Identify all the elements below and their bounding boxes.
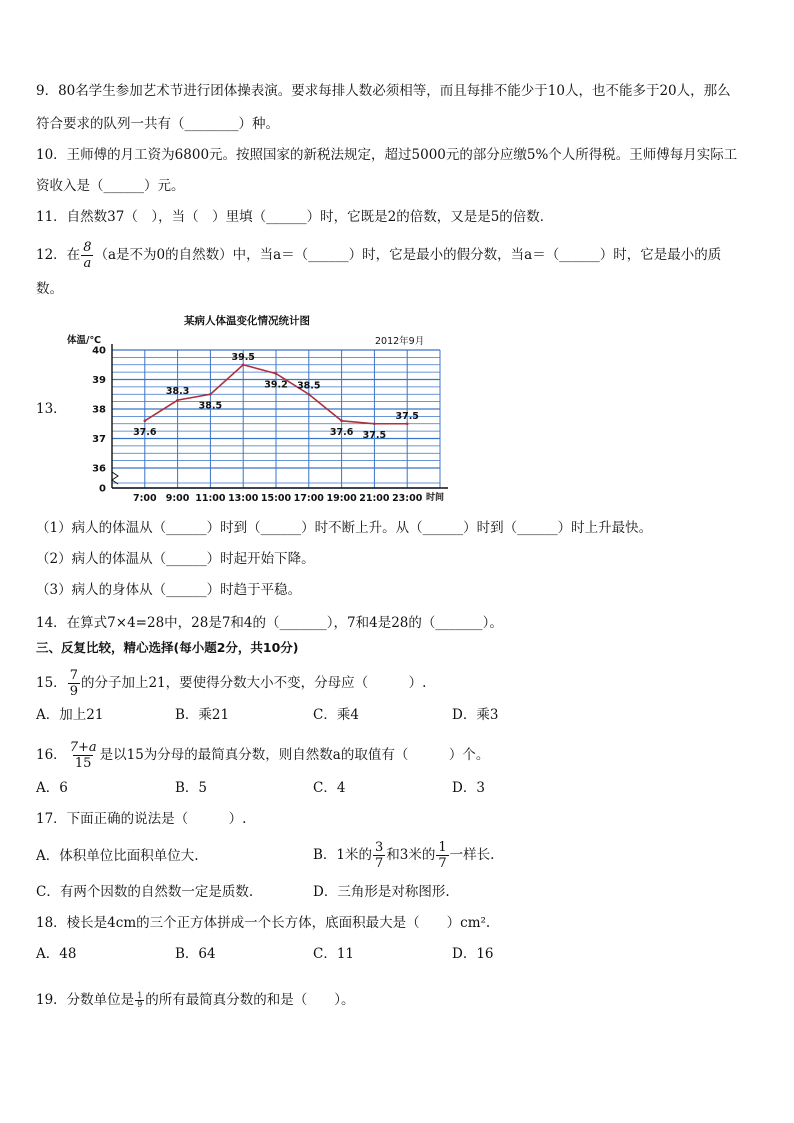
chart-grid xyxy=(112,350,440,488)
q12-fraction xyxy=(81,240,93,271)
q17-optb-fraction2 xyxy=(436,840,448,871)
data-label: 37.6 xyxy=(329,426,354,438)
y-tick-label: 39 xyxy=(92,375,106,386)
x-tick-label: 15:00 xyxy=(260,493,292,504)
q12-frac-num: 8 xyxy=(83,240,92,255)
q17-option-c[interactable]: C．有两个因数的自然数一定是质数. xyxy=(36,884,254,900)
data-point xyxy=(242,363,245,366)
q12-prefix: 12．在 xyxy=(36,247,81,263)
q12-line2: 数。 xyxy=(36,281,63,297)
chart-title: 某病人体温变化情况统计图 xyxy=(184,315,310,327)
y-tick-label: 36 xyxy=(92,463,106,475)
q14: 14．在算式7×4=28中，28是7和4的（_______），7和4是28的（_______）。 xyxy=(36,615,503,631)
q16-option-a[interactable]: A．6 xyxy=(36,780,68,796)
q12-frac-den: a xyxy=(83,256,92,271)
q15-prefix: 15． xyxy=(36,675,67,691)
q10-line2: 资收入是（______）元。 xyxy=(36,178,185,194)
q10-line1: 10．王师傅的月工资为6800元。按照国家的新税法规定，超过5000元的部分应缴5%个人所得税。王师傅每月实际工 xyxy=(36,147,738,163)
x-tick-label: 23:00 xyxy=(392,493,423,504)
data-label: 38.5 xyxy=(198,400,223,412)
q9-line2: 符合要求的队列一共有（________）种。 xyxy=(36,116,279,132)
q16-option-d[interactable]: D．3 xyxy=(452,780,485,796)
q15-suffix: 的分子加上21，要使得分数大小不变，分母应（ ）. xyxy=(80,675,427,691)
x-tick-label: 17:00 xyxy=(293,493,324,504)
q19 xyxy=(36,990,355,1010)
data-point xyxy=(144,420,147,423)
q13-part3: （3）病人的身体从（______）时趋于平稳。 xyxy=(36,582,302,598)
x-tick-label: 9:00 xyxy=(165,493,190,504)
temperature-chart xyxy=(0,308,794,508)
chart-y-ticks xyxy=(92,346,106,495)
q15-option-a[interactable]: A．加上21 xyxy=(36,707,104,723)
q15-option-b[interactable]: B．乘21 xyxy=(175,707,230,723)
x-tick-label: 13:00 xyxy=(228,493,259,504)
data-label: 38.3 xyxy=(165,386,190,398)
q17-optb-part2: 和3米的 xyxy=(386,847,436,863)
q19-frac-den: 9 xyxy=(137,1000,143,1009)
q17-option-d[interactable]: D．三角形是对称图形. xyxy=(313,884,450,900)
data-label: 39.2 xyxy=(264,379,288,391)
data-point xyxy=(340,420,343,423)
q17-optb-part1: B．1米的 xyxy=(313,847,373,863)
data-point xyxy=(373,422,376,425)
q13-number: 13． xyxy=(36,401,67,417)
q19-prefix: 19．分数单位是 xyxy=(36,992,135,1008)
temperature-chart-area xyxy=(0,308,794,508)
q19-fraction xyxy=(135,992,144,1009)
q15-option-c[interactable]: C．乘4 xyxy=(313,707,359,723)
y-tick-label: 40 xyxy=(92,345,106,357)
data-point xyxy=(406,422,409,425)
chart-x-ticks xyxy=(133,493,423,504)
q16-frac-num: 7+a xyxy=(69,740,97,755)
q12-line1 xyxy=(36,240,721,271)
q17-option-a[interactable]: A．体积单位比面积单位大. xyxy=(36,848,199,864)
chart-x-axis-label: 时间 xyxy=(426,493,445,503)
q9-line1: 9．80名学生参加艺术节进行团体操表演。要求每排人数必须相等，而且每排不能少于10人，也不能多于20人，那么 xyxy=(36,83,731,99)
q17-optb-part3: 一样长. xyxy=(449,847,495,863)
data-point xyxy=(275,372,278,375)
data-label: 37.5 xyxy=(395,410,419,422)
q15-frac-den: 9 xyxy=(69,684,78,699)
q17-optb-frac2-den: 7 xyxy=(438,856,447,871)
data-label: 37.6 xyxy=(133,426,157,438)
q13-part2: （2）病人的体温从（______）时起开始下降。 xyxy=(36,551,315,567)
q18-option-c[interactable]: C．11 xyxy=(313,946,355,962)
q15 xyxy=(36,668,426,699)
q18: 18．棱长是4cm的三个正方体拼成一个长方体，底面积最大是（ ）cm². xyxy=(36,915,491,931)
q17: 17．下面正确的说法是（ ）. xyxy=(36,811,247,827)
axis-break-mark xyxy=(112,472,118,484)
q13-part1: （1）病人的体温从（______）时到（______）时不断上升。从（______）时到（______）时上升最快。 xyxy=(36,520,653,536)
section3-heading: 三、反复比较，精心选择(每小题2分，共10分) xyxy=(36,640,299,655)
data-label: 38.5 xyxy=(297,380,321,392)
data-label: 39.5 xyxy=(231,351,255,363)
q18-option-b[interactable]: B．64 xyxy=(175,946,216,962)
data-point xyxy=(209,393,212,396)
q15-option-d[interactable]: D．乘3 xyxy=(452,707,499,723)
q18-option-d[interactable]: D．16 xyxy=(452,946,494,962)
x-tick-label: 11:00 xyxy=(195,493,226,504)
q16 xyxy=(36,740,489,771)
q15-fraction xyxy=(68,668,80,699)
y-tick-label: 37 xyxy=(92,434,106,445)
q16-prefix: 16． xyxy=(36,747,67,763)
q17-optb-frac1-num: 3 xyxy=(375,840,384,855)
q19-suffix: 的所有最简真分数的和是（ ）。 xyxy=(145,992,355,1008)
q17-option-b[interactable] xyxy=(313,840,494,871)
y-tick-label: 38 xyxy=(92,404,106,416)
q16-suffix: 是以15为分母的最简真分数，则自然数a的取值有（ ）个。 xyxy=(99,747,490,763)
data-label: 37.5 xyxy=(362,429,387,441)
x-tick-label: 21:00 xyxy=(359,493,390,504)
q18-option-a[interactable]: A．48 xyxy=(36,946,77,962)
q12-suffix: （a是不为0的自然数）中，当a＝（______）时，它是最小的假分数，当a＝（______）时，它是最小的质 xyxy=(94,247,722,263)
q17-optb-frac1-den: 7 xyxy=(375,856,384,871)
q15-frac-num: 7 xyxy=(69,668,78,683)
x-tick-label: 19:00 xyxy=(326,493,357,504)
q19-frac-num: 1 xyxy=(137,991,143,1000)
data-point xyxy=(176,399,179,402)
q17-optb-frac2-num: 1 xyxy=(438,840,447,855)
q11: 11．自然数37（ ），当（ ）里填（______）时，它既是2的倍数，又是是5的倍数． xyxy=(36,209,554,225)
q16-option-c[interactable]: C．4 xyxy=(313,780,346,796)
q17-optb-fraction1 xyxy=(373,840,385,871)
data-point xyxy=(308,393,311,396)
x-tick-label: 7:00 xyxy=(132,493,157,504)
chart-date-label: 2012年9月 xyxy=(375,336,425,347)
chart-y-axis-label: 体温/℃ xyxy=(67,335,101,346)
y-tick-label: 0 xyxy=(99,483,106,495)
q16-option-b[interactable]: B．5 xyxy=(175,780,208,796)
q16-fraction xyxy=(68,740,99,771)
q16-frac-den: 15 xyxy=(74,756,92,771)
